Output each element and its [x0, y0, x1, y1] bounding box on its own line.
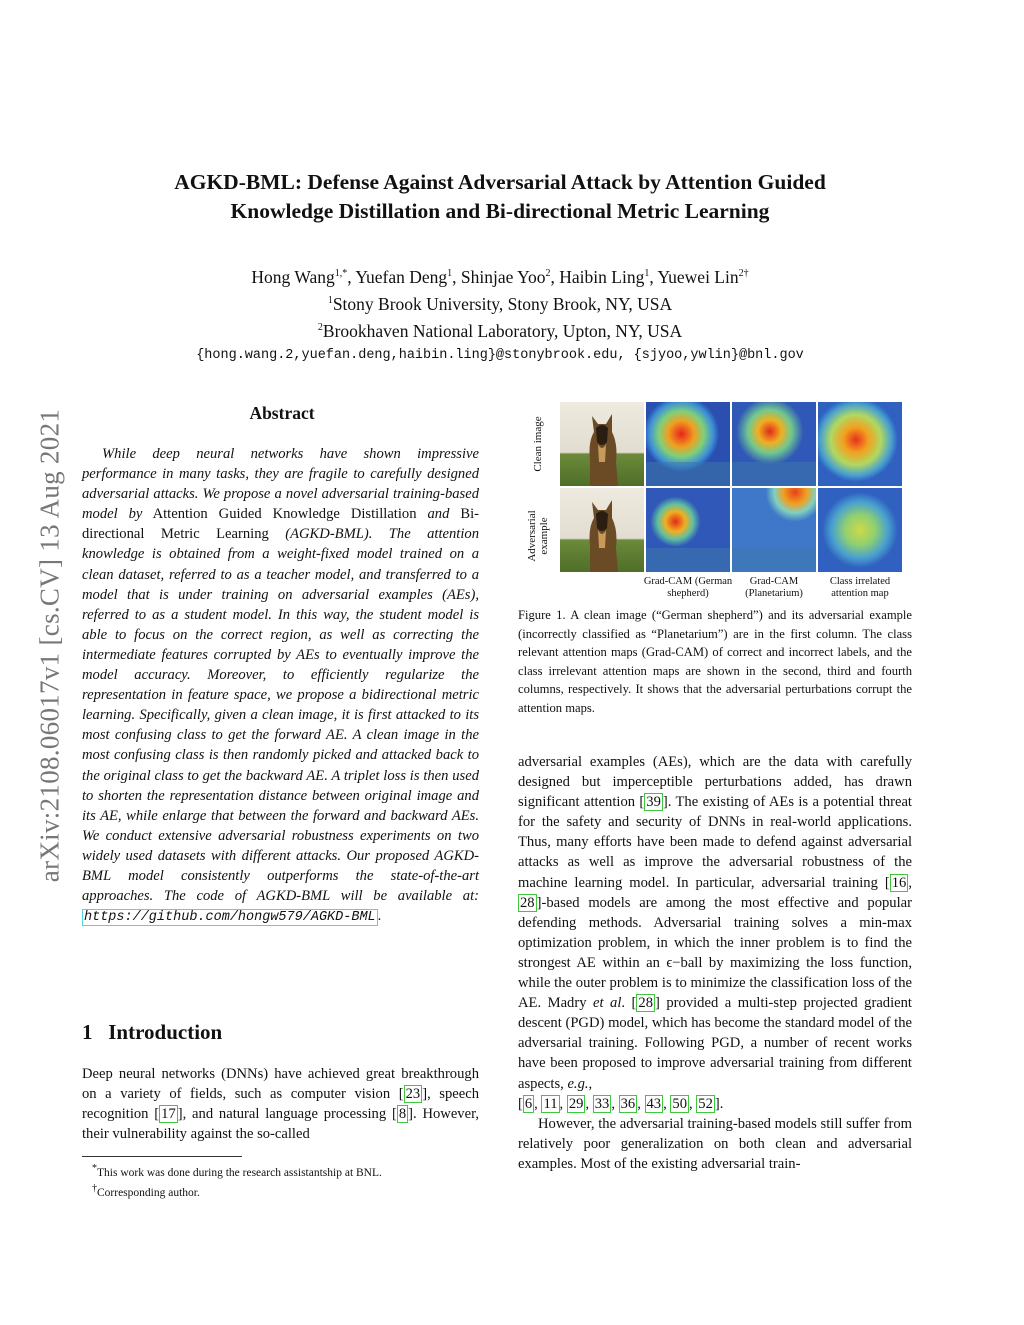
body-text: However, the adversarial training-based models still suffer from relatively poor generalization on both clean and adversarial examples. Most of the existing adversarial train- [518, 1115, 912, 1172]
paragraph [518, 1114, 912, 1174]
author-mark: 1 [447, 268, 453, 279]
gradcam-adversarial-planetarium [732, 488, 816, 572]
title-line-1: AGKD-BML: Defense Against Adversarial Attack by Attention Guided [174, 170, 826, 194]
abstract-text: Bi-directional Metric Learning [82, 506, 479, 543]
citation-link[interactable]: 33 [594, 1095, 610, 1112]
col-label-class-irrelated: Class irrelated attention map [829, 576, 891, 599]
author-mark: 2† [738, 268, 749, 279]
citation-link[interactable]: 50 [672, 1095, 687, 1112]
footnote-text: This work was done during the research assistantship at BNL. [97, 1166, 382, 1179]
gradcam-adversarial-german-shepherd [646, 488, 730, 572]
body-text: . [621, 995, 626, 1012]
body-text: et al [593, 995, 622, 1012]
body-text: , and natural language processing [182, 1106, 387, 1123]
citation-link[interactable]: 28 [638, 995, 654, 1012]
body-text: e.g. [567, 1075, 589, 1092]
intro-paragraph: Deep neural networks (DNNs) have achieved great breakthrough on a variety of fields, such as computer vision [ 23 ], speech recognition [ 17 ], and natural language processing [ 8 ]. However, their vulnerability against the so-called [82, 1066, 480, 1143]
affiliation-2 [100, 316, 900, 343]
author-list: Hong Wang$^{1,*}$, Yuefan Deng$^1$, Shinjae Yoo$^2$, Haibin Ling$^1$, Yuewei Lin$^{2\dagger}$ [251, 266, 749, 287]
citation-link[interactable]: 8 [398, 1106, 407, 1123]
row-label-clean: Clean image [532, 416, 544, 472]
body-text: , speech recognition [82, 1086, 479, 1123]
citation-link[interactable]: 16 [891, 874, 907, 891]
citation-link[interactable]: 6 [524, 1095, 533, 1112]
abstract-text: While deep neural networks have shown impressive performance in many tasks, they are fragile to carefully designed adversarial attacks. We propose a novel adversarial training-based model by [82, 446, 479, 523]
citation-link[interactable]: 39 [646, 794, 661, 811]
irrelevant-attention-clean [818, 402, 902, 486]
aff-mark: 2 [317, 321, 323, 333]
abstract-heading: Abstract [249, 403, 315, 423]
aff-text: Brookhaven National Laboratory, Upton, NY, USA [322, 320, 683, 341]
author-name: Haibin Ling [559, 266, 645, 287]
code-link[interactable]: https://github.com/hongw579/AGKD-BML [84, 910, 376, 926]
author-mark: 1,* [334, 268, 348, 279]
footnote-text: Corresponding author. [97, 1186, 200, 1199]
citation-link[interactable]: 29 [568, 1095, 584, 1112]
body-text: . However, their vulnerability against the so-called [82, 1106, 480, 1143]
body-text: provided a multi-step projected gradient descent (PGD) model, which has become the standard model of the adversarial training. Following PGD, a number of recent works have been proposed to improve adversarial training from different aspects, [518, 995, 912, 1092]
body-text: adversarial examples (AEs), which are the data with carefully designed but imperceptible perturbations added, has drawn significant attention [518, 754, 912, 811]
footnote-mark: † [92, 1182, 97, 1194]
aff-mark: 1 [327, 294, 333, 306]
author-name: Hong Wang [251, 266, 335, 287]
citation-link[interactable]: 28 [520, 894, 535, 911]
author-name: Yuewei Lin [657, 266, 739, 287]
row-label-adversarial: Adversarial example [526, 510, 550, 562]
author-block [100, 262, 900, 368]
irrelevant-attention-adversarial [818, 488, 902, 572]
abstract-end: . [377, 908, 382, 925]
citation-link[interactable]: 11 [543, 1095, 558, 1112]
clean-image [560, 402, 644, 486]
body-text: -based models are among the most effective and popular defending methods. Adversarial training solves a min-max optimization problem, in which the inner problem is to find the strongest AE within an ϵ−ball by maximizing the loss function, while the outer problem is to minimize the classification loss of the AE. Madry [518, 894, 912, 1012]
adversarial-image [560, 488, 644, 572]
paragraph: adversarial examples (AEs), which are the data with carefully designed but imperceptible perturbations added, has drawn significant attention [ 39 ]. The existing of AEs is a potential threat for the safety and security of DNNs in real-world applications. Thus, many efforts have been made to defend against adversarial attacks as well as improve the adversarial robustness of the machine learning model. In particular, adversarial training [ 16 , 28 ]-based models are among the most effective and popular defending methods. Adversarial training solves a min-max optimization problem, in which the inner problem is to find the strongest AE within an ϵ−ball by maximizing the loss function, while the outer problem is to minimize the classification loss of the AE. Madry et al. [ 28 ] provided a multi-step projected gradient descent (PGD) model, which has become the standard model of the adversarial training. Following PGD, a number of recent works have been proposed to improve adversarial training from different aspects, e.g., [ 6 , 11 , 29 , 33 , 36 , 43 , 50 , 52 ]. [518, 754, 912, 1112]
arxiv-side-stamp: arXiv:2108.06017v1 [cs.CV] 13 Aug 2021 [34, 408, 65, 883]
author-mark: 1 [644, 268, 650, 279]
footnote-mark: * [92, 1163, 97, 1174]
abstract-text: Attention Guided Knowledge Distillation [152, 506, 417, 523]
body-text: Deep neural networks (DNNs) have achieved great breakthrough on a variety of fields, such as computer vision [82, 1066, 479, 1103]
body-text: . The existing of AEs is a potential threat for the safety and security of DNNs in real-world applications. Thus, many efforts have been made to defend against adversarial attacks as well as improve the adversarial robustness of the machine learning model. In particular, adversarial training [518, 794, 912, 891]
section-heading-introduction: 1 Introduction [82, 1020, 223, 1044]
col-label-gradcam-planetarium: Grad-CAM (Planetarium) [745, 576, 803, 599]
citation-link[interactable]: 36 [620, 1095, 636, 1112]
affiliation-1 [100, 289, 900, 316]
col-label-gradcam-german-shepherd: Grad-CAM (German shepherd) [643, 576, 733, 599]
citation-link[interactable]: 23 [405, 1086, 421, 1103]
footnote-1 [82, 1161, 482, 1181]
footnote-2 [82, 1181, 482, 1201]
author-name: Shinjae Yoo [460, 266, 546, 287]
citation-link[interactable]: 43 [646, 1095, 662, 1112]
title-line-2: Knowledge Distillation and Bi-directional Metric Learning [230, 199, 770, 223]
gradcam-clean-german-shepherd [646, 402, 730, 486]
author-mark: 2 [545, 268, 551, 279]
citation-link[interactable]: 52 [698, 1095, 713, 1112]
figure-1 [518, 400, 918, 600]
footnote-divider [82, 1156, 242, 1157]
abstract-body [82, 444, 479, 928]
figure-caption: Figure 1. A clean image (“German shepherd”) and its adversarial example (incorrectly classified as “Planetarium”) are in the first column. The class relevant attention maps (Grad-CAM) of correct and incorrect labels, and the class irrelevant attention maps are shown in the second, third and fourth columns, respectively. It shows that the adversarial perturbations corrupt the attention maps. [518, 608, 912, 715]
paper-title [100, 168, 900, 226]
body-text: , [588, 1075, 593, 1092]
abstract-text: and [427, 506, 450, 523]
author-emails: {hong.wang.2,yuefan.deng,haibin.ling}@stonybrook.edu, {sjyoo,ywlin}@bnl.gov [196, 348, 804, 364]
footnotes [82, 1161, 482, 1201]
right-column-text [518, 752, 912, 1174]
gradcam-clean-planetarium [732, 402, 816, 486]
abstract-text: (AGKD-BML). The attention knowledge is obtained from a weight-fixed model trained on a clean dataset, referred to as a teacher model, and transferred to a model that is under training on adversarial examples (AEs), referred to as a student model. In this way, the student model is able to focus on the correct region, as well as correcting the intermediate features corrupted by AEs to eventually improve the model accuracy. Moreover, to efficiently regularize the representation in feature space, we propose a bidirectional metric learning. Specifically, given a clean image, it is first attacked to its most confusing class to get the forward AE. A clean image in the most confusing class is then randomly picked and attacked back to the original class to get the backward AE. A triplet loss is then used to shorten the representation distance between original image and its AE, while enlarge that between the forward and backward AEs. We conduct extensive adversarial robustness experiments on two widely used datasets with different attacks. Our proposed AGKD-BML model consistently outperforms the state-of-the-art approaches. The code of AGKD-BML will be available at: [82, 526, 479, 905]
citation-link[interactable]: 17 [161, 1106, 176, 1123]
aff-text: Stony Brook University, Stony Brook, NY, USA [332, 293, 673, 314]
author-name: Yuefan Deng [355, 266, 448, 287]
